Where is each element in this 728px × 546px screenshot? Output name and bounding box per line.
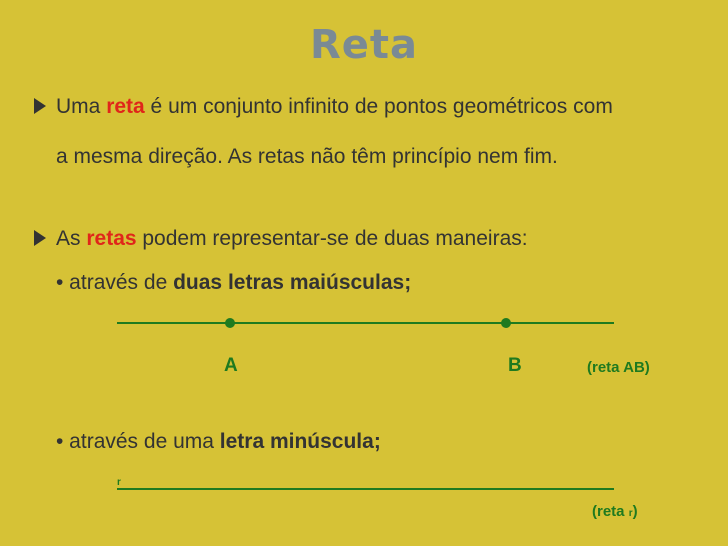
method2-pre: • através de uma: [56, 430, 220, 453]
bullet2-post: podem representar-se de duas maneiras:: [136, 227, 528, 250]
bullet1-line2: a mesma direção. As retas não têm princípio nem fim.: [56, 145, 558, 168]
line-r: [117, 488, 614, 490]
bullet2-pre: As: [56, 227, 87, 250]
reta-r-caption-post: ): [632, 503, 638, 520]
bullet2-line: [56, 227, 528, 251]
bullet1-line1: [56, 95, 613, 119]
reta-r-caption: [592, 503, 638, 520]
arrow-bullet-icon: [34, 98, 46, 114]
method2-line: [56, 430, 381, 454]
reta-r-caption-pre: (reta: [592, 503, 629, 520]
line-ab: [117, 322, 614, 324]
bullet1-highlight: reta: [106, 95, 145, 118]
reta-r-caption-letter: r: [628, 508, 633, 519]
point-b-label: B: [508, 355, 522, 376]
point-a-dot: [225, 318, 235, 328]
reta-ab-caption: (reta AB): [587, 359, 650, 376]
method1-bold: duas letras maiúsculas;: [173, 271, 412, 294]
bullet1-post: é um conjunto infinito de pontos geométricos com: [144, 95, 613, 118]
slide-title: Reta: [309, 22, 419, 68]
bullet2-highlight: retas: [86, 227, 137, 250]
point-b-dot: [501, 318, 511, 328]
line-r-label: r: [117, 477, 121, 488]
bullet1-pre: Uma: [56, 95, 107, 118]
method1-line: [56, 271, 411, 295]
method2-bold: letra minúscula;: [219, 430, 381, 453]
arrow-bullet-icon: [34, 230, 46, 246]
method1-pre: • através de: [56, 271, 174, 294]
point-a-label: A: [224, 355, 238, 376]
